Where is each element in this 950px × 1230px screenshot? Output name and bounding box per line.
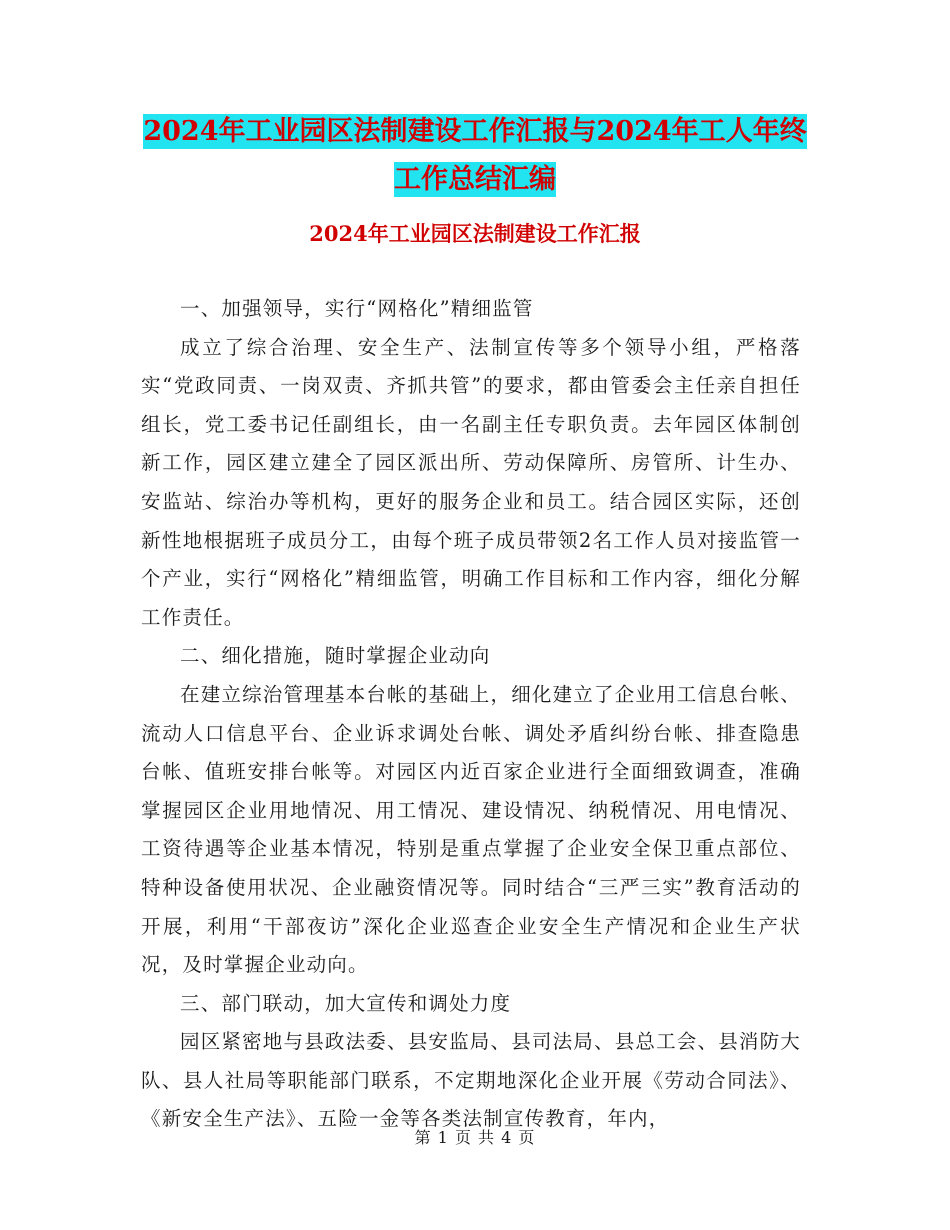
section-title: 2024年工业园区法制建设工作汇报 bbox=[309, 221, 641, 246]
document-body bbox=[141, 290, 801, 1139]
paragraph-heading-2: 二、细化措施，随时掌握企业动向 bbox=[180, 644, 491, 668]
document-title-line-2: 工作总结汇编 bbox=[394, 164, 556, 195]
document-title bbox=[0, 108, 950, 204]
paragraph-1: 成立了综合治理、安全生产、法制宣传等多个领导小组，严格落实“党政同责、一岗双责、齐抓共管”的要求，都由管委会主任亲自担任组长，党工委书记任副组长，由一名副主任专职负责。去年园区体制创新工作，园区建立建全了园区派出所、劳动保障所、房管所、计生办、安监站、综治办等机构，更好的服务企业和员工。结合园区实际，还创新性地根据班子成员分工，由每个班子成员带领2名工作人员对接监管一个产业，实行“网格化”精细监管，明确工作目标和工作内容，细化分解工作责任。 bbox=[141, 335, 801, 629]
paragraph-2: 在建立综治管理基本台帐的基础上，细化建立了企业用工信息台帐、流动人口信息平台、企业诉求调处台帐、调处矛盾纠纷台帐、排查隐患台帐、值班安排台帐等。对园区内近百家企业进行全面细致调查，准确掌握园区企业用地情况、用工情况、建设情况、纳税情况、用电情况、工资待遇等企业基本情况，特别是重点掌握了企业安全保卫重点部位、特种设备使用状况、企业融资情况等。同时结合“三严三实”教育活动的开展，利用“干部夜访”深化企业巡查企业安全生产情况和企业生产状况，及时掌握企业动向。 bbox=[141, 682, 802, 977]
paragraph-3: 园区紧密地与县政法委、县安监局、县司法局、县总工会、县消防大队、县人社局等职能部门联系，不定期地深化企业开展《劳动合同法》、《新安全生产法》、五险一金等各类法制宣传教育，年内， bbox=[141, 1030, 802, 1131]
paragraph-heading-1: 一、加强领导，实行“网格化”精细监管 bbox=[180, 297, 534, 320]
page-footer: 第 1 页 共 4 页 bbox=[414, 1128, 536, 1147]
paragraph-heading-3: 三、部门联动，加大宣传和调处力度 bbox=[180, 991, 512, 1015]
document-title-line-1: 2024年工业园区法制建设工作汇报与2024年工人年终 bbox=[143, 116, 807, 147]
